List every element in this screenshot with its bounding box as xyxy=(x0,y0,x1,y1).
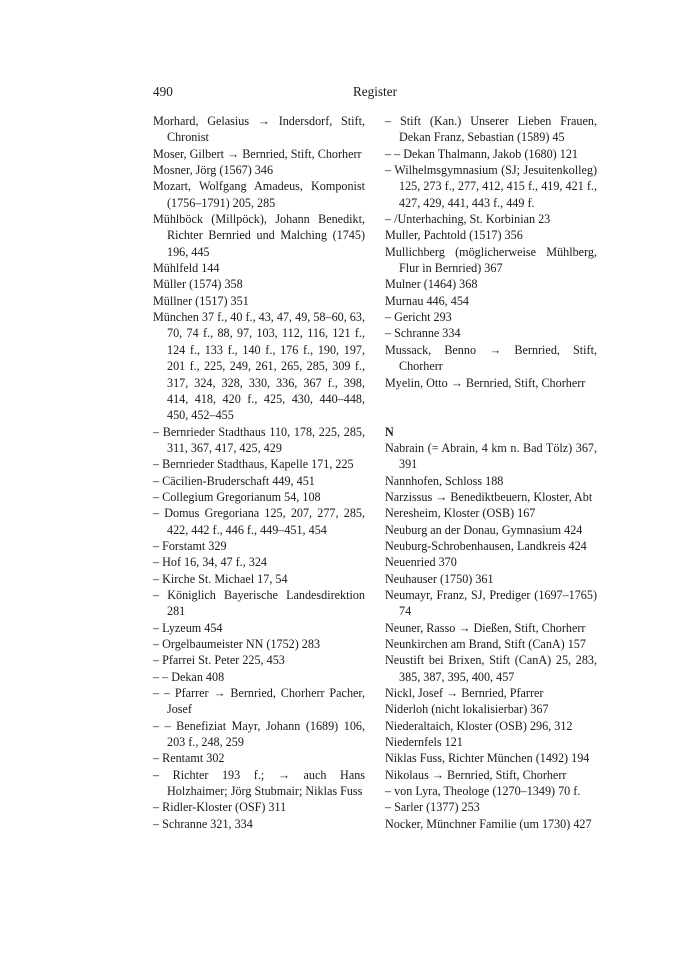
index-subentry: – – Benefiziat Mayr, Johann (1689) 106, 203 f., 248, 259 xyxy=(153,718,365,750)
index-subentry: – Domus Gregoriana 125, 207, 277, 285, 422, 442 f., 446 f., 449–451, 454 xyxy=(153,506,365,537)
index-entry: Narzissus → Benediktbeuern, Kloster, Abt xyxy=(385,489,593,504)
index-subentry: – Lyzeum 454 xyxy=(153,620,223,635)
index-subentry: – Pfarrei St. Peter 225, 453 xyxy=(153,653,285,668)
index-subentry: – Sarler (1377) 253 xyxy=(385,800,480,815)
index-entry: Neuner, Rasso → Dießen, Stift, Chorherr xyxy=(385,620,586,635)
index-subentry: – Richter 193 f.; → auch Hans Holzhaimer; Jörg Stubmair; Niklas Fuss xyxy=(153,767,365,799)
index-entry: Neumayr, Franz, SJ, Prediger (1697–1765) 74 xyxy=(385,587,597,619)
index-subentry: – Hof 16, 34, 47 f., 324 xyxy=(153,555,267,570)
index-subentry: – – Pfarrer → Bernried, Chorherr Pacher, Josef xyxy=(153,686,365,717)
index-entry: Mühlböck (Millpöck), Johann Benedikt, Richter Bernried und Malching (1745) 196, 445 xyxy=(153,212,365,259)
running-title: Register xyxy=(353,84,397,99)
index-subentry: – von Lyra, Theologe (1270–1349) 70 f. xyxy=(385,784,581,799)
index-subentry: – Orgelbaumeister NN (1752) 283 xyxy=(153,637,321,651)
index-entry: Neustift bei Brixen, Stift (CanA) 25, 283, 385, 387, 395, 400, 457 xyxy=(385,653,597,684)
index-entry: Niedernfels 121 xyxy=(385,735,463,750)
index-entry: Neuburg-Schrobenhausen, Landkreis 424 xyxy=(385,538,587,553)
index-subentry: – Forstamt 329 xyxy=(153,538,227,553)
index-entry: Nikolaus → Bernried, Stift, Chorherr xyxy=(385,767,567,782)
index-entry: Murnau 446, 454 xyxy=(385,293,469,308)
index-entry: Müller (1574) 358 xyxy=(153,277,243,292)
index-entry: Nabrain (= Abrain, 4 km n. Bad Tölz) 367, 391 xyxy=(385,440,597,472)
index-subentry: – Kirche St. Michael 17, 54 xyxy=(153,571,288,586)
index-subentry: – Schranne 321, 334 xyxy=(153,816,253,831)
index-subentry: – Königlich Bayerische Landesdirektion 281 xyxy=(153,587,365,619)
page-number: 490 xyxy=(153,84,173,99)
index-entry: Mussack, Benno → Bernried, Stift, Chorherr xyxy=(385,342,597,374)
index-entry: Nannhofen, Schloss 188 xyxy=(385,473,504,488)
index-entry: Neuburg an der Donau, Gymnasium 424 xyxy=(385,522,583,537)
index-entry: Niederaltaich, Kloster (OSB) 296, 312 xyxy=(385,718,573,733)
index-entry: Niklas Fuss, Richter München (1492) 194 xyxy=(385,751,590,766)
index-subentry: – Bernrieder Stadthaus, Kapelle 171, 225 xyxy=(153,457,354,472)
section-letter-heading: N xyxy=(385,424,394,439)
index-entry: Mullichberg (möglicherweise Mühlberg, Flur in Bernried) 367 xyxy=(385,244,597,276)
index-entry: Neresheim, Kloster (OSB) 167 xyxy=(385,506,536,521)
index-entry: Müllner (1517) 351 xyxy=(153,293,249,308)
running-header xyxy=(153,84,597,104)
index-entry: Muller, Pachtold (1517) 356 xyxy=(385,228,523,243)
index-entry: Morhard, Gelasius → Indersdorf, Stift, Chronist xyxy=(153,114,365,145)
index-entry: Mühlfeld 144 xyxy=(153,261,220,276)
index-entry: Myelin, Otto → Bernried, Stift, Chorherr xyxy=(385,375,586,390)
section-spacer xyxy=(385,407,597,423)
index-subentry: – Cäcilien-Bruderschaft 449, 451 xyxy=(153,473,315,488)
index-subentry: – – Dekan 408 xyxy=(153,669,225,684)
index-entry: Mosner, Jörg (1567) 346 xyxy=(153,163,274,178)
index-entry: Mulner (1464) 368 xyxy=(385,277,478,292)
index-subentry: – Rentamt 302 xyxy=(153,751,225,766)
index-entry: Neuhauser (1750) 361 xyxy=(385,571,494,586)
index-subentry: – Schranne 334 xyxy=(385,326,461,341)
index-column-left xyxy=(153,113,365,832)
index-subentry: – Stift (Kan.) Unserer Lieben Frauen, Dekan Franz, Sebastian (1589) 45 xyxy=(385,114,597,145)
index-column-right xyxy=(385,113,597,832)
index-entry: München 37 f., 40 f., 43, 47, 49, 58–60, 63, 70, 74 f., 88, 97, 103, 112, 116, 121 f., 124 f., 133 f., 140 f., 176 f., 190, 197, 201 f., 225, 249, 261, 265, 285, 309 f., 317, 324, 328, 330, 336, 367 f., 398, 414, 418, 420 f., 425, 430, 440–448, 450, 452–455 xyxy=(153,310,365,423)
index-subentry: – Ridler-Kloster (OSF) 311 xyxy=(153,800,287,815)
index-entry: Neunkirchen am Brand, Stift (CanA) 157 xyxy=(385,637,586,651)
index-entry: Nickl, Josef → Bernried, Pfarrer xyxy=(385,686,544,701)
index-subentry: – Collegium Gregorianum 54, 108 xyxy=(153,489,321,504)
index-subentry: – – Dekan Thalmann, Jakob (1680) 121 xyxy=(385,146,578,161)
index-entry: Moser, Gilbert → Bernried, Stift, Chorherr xyxy=(153,146,362,161)
index-subentry: – Bernrieder Stadthaus 110, 178, 225, 285, 311, 367, 417, 425, 429 xyxy=(153,424,365,455)
index-entry: Niderloh (nicht lokalisierbar) 367 xyxy=(385,702,549,717)
index-entry: Mozart, Wolfgang Amadeus, Komponist (1756–1791) 205, 285 xyxy=(153,179,365,210)
section-spacer xyxy=(385,391,597,407)
index-entry: Nocker, Münchner Familie (um 1730) 427 xyxy=(385,816,592,831)
index-entry: Neuenried 370 xyxy=(385,555,457,570)
index-subentry: – Gericht 293 xyxy=(385,310,452,325)
index-subentry: – Wilhelmsgymnasium (SJ; Jesuitenkolleg) 125, 273 f., 277, 412, 415 f., 419, 421 f., 427, 429, 441, 443 f., 449 f. xyxy=(385,163,597,210)
index-subentry: – /Unterhaching, St. Korbinian 23 xyxy=(385,212,551,227)
